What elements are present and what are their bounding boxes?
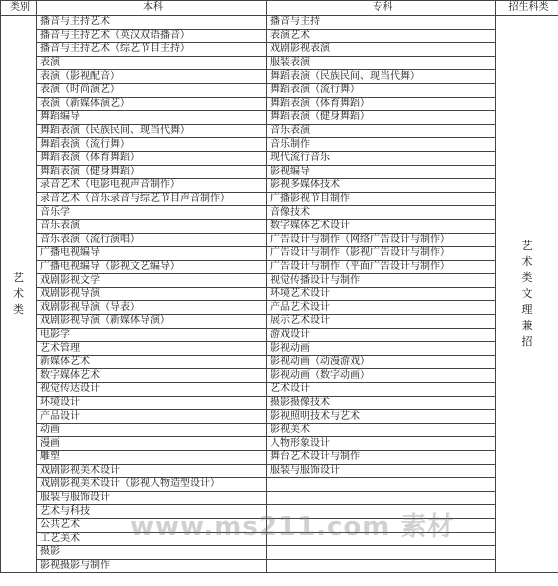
table-row: [1, 396, 558, 410]
table-row: [1, 451, 558, 465]
header-row: [1, 1, 558, 16]
junior-major-cell: 影视多媒体技术: [267, 179, 496, 193]
table-row: [1, 233, 558, 247]
junior-major-cell: 视觉传播设计与制作: [267, 274, 496, 288]
undergrad-major-cell: 艺术管理: [37, 342, 267, 356]
undergrad-major-cell: 数字媒体艺术: [37, 369, 267, 383]
undergrad-major-cell: 表演（时尚演艺）: [37, 83, 267, 97]
table-row: [1, 342, 558, 356]
undergrad-major-cell: 舞蹈表演（健身舞蹈）: [37, 165, 267, 179]
undergrad-major-cell: 戏剧影视导演: [37, 287, 267, 301]
junior-major-cell: 服装与服饰设计: [267, 464, 496, 478]
junior-major-cell: 环境艺术设计: [267, 287, 496, 301]
undergrad-major-cell: 表演（新媒体演艺）: [37, 97, 267, 111]
table-row: [1, 410, 558, 424]
undergrad-major-cell: 艺术与科技: [37, 505, 267, 519]
undergrad-major-cell: 戏剧影视导演（新媒体导演）: [37, 315, 267, 329]
junior-major-cell: 戏剧影视表演: [267, 43, 496, 57]
undergrad-major-cell: 戏剧影视美术设计（影视人物造型设计）: [37, 478, 267, 492]
category-cell: [1, 16, 37, 573]
table-row: [1, 219, 558, 233]
junior-major-cell: 游戏设计: [267, 328, 496, 342]
table-row: [1, 70, 558, 84]
junior-major-cell: 广告设计与制作（影视广告设计与制作）: [267, 247, 496, 261]
undergrad-major-cell: 公共艺术: [37, 518, 267, 532]
table-body: [1, 16, 558, 573]
table-row: [1, 29, 558, 43]
undergrad-major-cell: 视觉传达设计: [37, 383, 267, 397]
undergrad-major-cell: 戏剧影视美术设计: [37, 464, 267, 478]
table-row: [1, 274, 558, 288]
undergrad-major-cell: 环境设计: [37, 396, 267, 410]
undergrad-major-cell: 影视摄影与制作: [37, 559, 267, 573]
undergrad-major-cell: 舞蹈编导: [37, 111, 267, 125]
junior-major-cell: 影视动画（动漫游戏）: [267, 355, 496, 369]
junior-major-cell: 音乐制作: [267, 138, 496, 152]
header-junior: 专科: [267, 1, 496, 16]
undergrad-major-cell: 广播电视编导: [37, 247, 267, 261]
table-row: [1, 315, 558, 329]
table-row: [1, 355, 558, 369]
table-row: [1, 491, 558, 505]
table-row: [1, 111, 558, 125]
table-row: [1, 165, 558, 179]
table-row: [1, 192, 558, 206]
recruit-cell: [496, 16, 558, 573]
table-row: [1, 301, 558, 315]
table-row: [1, 206, 558, 220]
undergrad-major-cell: 产品设计: [37, 410, 267, 424]
table-row: [1, 464, 558, 478]
undergrad-major-cell: 广播电视编导（影视文艺编导）: [37, 260, 267, 274]
header-category: 类别: [1, 1, 37, 16]
table-row: [1, 83, 558, 97]
table-row: [1, 437, 558, 451]
undergrad-major-cell: 新媒体艺术: [37, 355, 267, 369]
undergrad-major-cell: 电影学: [37, 328, 267, 342]
table-row: [1, 287, 558, 301]
table-row: [1, 383, 558, 397]
junior-major-cell: 摄影摄像技术: [267, 396, 496, 410]
recruit-label: 艺术类文理兼招: [521, 239, 533, 349]
undergrad-major-cell: 舞蹈表演（流行舞）: [37, 138, 267, 152]
undergrad-major-cell: 舞蹈表演（民族民间、现当代舞）: [37, 124, 267, 138]
undergrad-major-cell: 表演（影视配音）: [37, 70, 267, 84]
undergrad-major-cell: 播音与主持艺术（英汉双语播音）: [37, 29, 267, 43]
junior-major-cell: 现代流行音乐: [267, 151, 496, 165]
junior-major-cell: 影视美术: [267, 423, 496, 437]
undergrad-major-cell: 表演: [37, 56, 267, 70]
junior-major-cell: 艺术设计: [267, 383, 496, 397]
undergrad-major-cell: 音乐表演: [37, 219, 267, 233]
junior-major-cell: 人物形象设计: [267, 437, 496, 451]
junior-major-cell: 音乐表演: [267, 124, 496, 138]
table-row: [1, 328, 558, 342]
junior-major-cell: 舞蹈表演（民族民间、现当代舞）: [267, 70, 496, 84]
table-row: [1, 151, 558, 165]
table-row: [1, 559, 558, 573]
junior-major-cell: [267, 546, 496, 560]
undergrad-major-cell: 音乐学: [37, 206, 267, 220]
junior-major-cell: 广告设计与制作（网络广告设计与制作）: [267, 233, 496, 247]
undergrad-major-cell: 戏剧影视导演（导表）: [37, 301, 267, 315]
undergrad-major-cell: 摄影: [37, 546, 267, 560]
junior-major-cell: 表演艺术: [267, 29, 496, 43]
junior-major-cell: 广告设计与制作（平面广告设计与制作）: [267, 260, 496, 274]
junior-major-cell: 影视照明技术与艺术: [267, 410, 496, 424]
junior-major-cell: 舞蹈表演（流行舞）: [267, 83, 496, 97]
junior-major-cell: 展示艺术设计: [267, 315, 496, 329]
category-label: 艺术类: [13, 271, 24, 317]
undergrad-major-cell: 播音与主持艺术（综艺节目主持）: [37, 43, 267, 57]
header-undergrad: 本科: [37, 1, 267, 16]
undergrad-major-cell: 录音艺术（电影电视声音制作）: [37, 179, 267, 193]
table-row: [1, 179, 558, 193]
junior-major-cell: [267, 559, 496, 573]
undergrad-major-cell: 雕塑: [37, 451, 267, 465]
table-row: [1, 43, 558, 57]
table-row: [1, 423, 558, 437]
junior-major-cell: 产品艺术设计: [267, 301, 496, 315]
table-row: [1, 478, 558, 492]
table-row: [1, 138, 558, 152]
junior-major-cell: 数字媒体艺术设计: [267, 219, 496, 233]
junior-major-cell: [267, 491, 496, 505]
junior-major-cell: 舞蹈表演（体育舞蹈）: [267, 97, 496, 111]
table-row: [1, 260, 558, 274]
junior-major-cell: 播音与主持: [267, 16, 496, 30]
table-row: [1, 56, 558, 70]
table-row: [1, 546, 558, 560]
table-row: [1, 124, 558, 138]
watermark: www.ms211.com 素材: [130, 512, 455, 542]
undergrad-major-cell: 舞蹈表演（体育舞蹈）: [37, 151, 267, 165]
undergrad-major-cell: 播音与主持艺术: [37, 16, 267, 30]
table-row: [1, 369, 558, 383]
table-row: [1, 16, 558, 30]
junior-major-cell: 广播影视节目制作: [267, 192, 496, 206]
undergrad-major-cell: 工艺美术: [37, 532, 267, 546]
junior-major-cell: 服装表演: [267, 56, 496, 70]
junior-major-cell: [267, 478, 496, 492]
junior-major-cell: 影视编导: [267, 165, 496, 179]
table-row: [1, 247, 558, 261]
undergrad-major-cell: 动画: [37, 423, 267, 437]
undergrad-major-cell: 戏剧影视文学: [37, 274, 267, 288]
junior-major-cell: 舞台艺术设计与制作: [267, 451, 496, 465]
junior-major-cell: 音像技术: [267, 206, 496, 220]
undergrad-major-cell: 录音艺术（音乐录音与综艺节目声音制作）: [37, 192, 267, 206]
junior-major-cell: 影视动画: [267, 342, 496, 356]
junior-major-cell: 影视动画（数字动画）: [267, 369, 496, 383]
header-recruit: 招生科类: [496, 1, 558, 16]
undergrad-major-cell: 漫画: [37, 437, 267, 451]
undergrad-major-cell: 服装与服饰设计: [37, 491, 267, 505]
table-row: [1, 97, 558, 111]
junior-major-cell: 舞蹈表演（健身舞蹈）: [267, 111, 496, 125]
undergrad-major-cell: 音乐表演（流行演唱）: [37, 233, 267, 247]
